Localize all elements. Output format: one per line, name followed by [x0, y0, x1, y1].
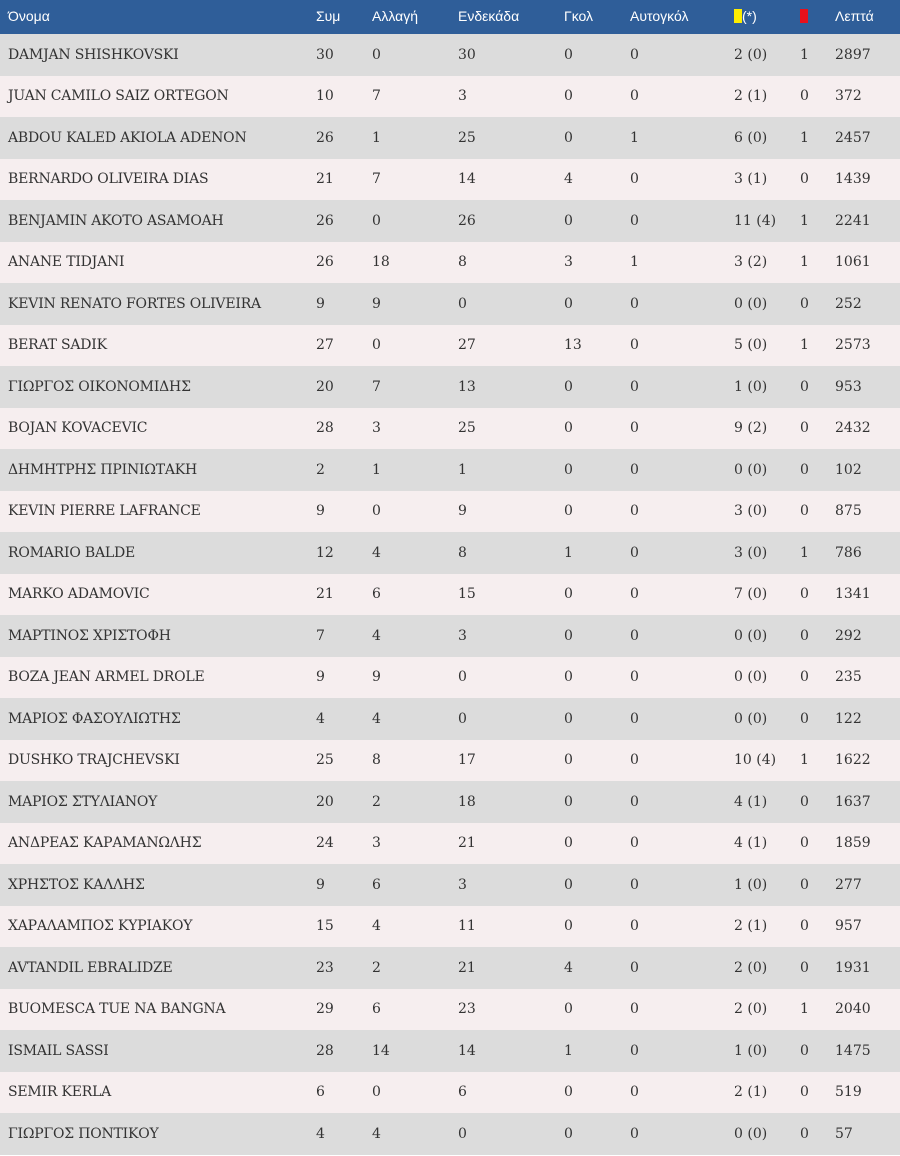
table-row — [0, 325, 900, 367]
yellow-cards-cell: 0 (0) — [734, 1125, 768, 1142]
substitute-cell: 3 — [372, 420, 381, 437]
starting-cell: 21 — [458, 835, 476, 852]
minutes-cell: 1931 — [835, 959, 871, 976]
starting-cell: 0 — [458, 1125, 467, 1142]
substitute-cell: 3 — [372, 835, 381, 852]
substitute-cell: 7 — [372, 171, 381, 188]
appearances-cell: 9 — [316, 669, 325, 686]
starting-cell: 30 — [458, 46, 476, 63]
goals-cell: 0 — [564, 876, 573, 893]
starting-cell: 6 — [458, 1084, 467, 1101]
starting-cell: 8 — [458, 254, 467, 271]
yellow-cards-cell: 6 (0) — [734, 129, 768, 146]
yellow-card-icon — [734, 9, 742, 23]
own-goals-cell: 0 — [630, 669, 639, 686]
goals-cell: 0 — [564, 752, 573, 769]
red-cards-cell: 0 — [800, 959, 809, 976]
goals-cell: 0 — [564, 295, 573, 312]
starting-cell: 26 — [458, 212, 476, 229]
goals-cell: 0 — [564, 129, 573, 146]
yellow-cards-cell: 0 (0) — [734, 627, 768, 644]
substitute-cell: 9 — [372, 295, 381, 312]
goals-cell: 4 — [564, 171, 573, 188]
table-body — [0, 34, 900, 1155]
starting-cell: 0 — [458, 669, 467, 686]
player-name: ΧΡΗΣΤΟΣ ΚΑΛΛΗΣ — [8, 876, 145, 893]
appearances-cell: 12 — [316, 544, 334, 561]
goals-cell: 0 — [564, 46, 573, 63]
substitute-cell: 0 — [372, 337, 381, 354]
table-row — [0, 574, 900, 616]
starting-cell: 3 — [458, 88, 467, 105]
appearances-cell: 30 — [316, 46, 334, 63]
yellow-cards-cell: 5 (0) — [734, 337, 768, 354]
goals-cell: 0 — [564, 586, 573, 603]
table-row — [0, 449, 900, 491]
own-goals-cell: 0 — [630, 378, 639, 395]
table-row — [0, 823, 900, 865]
appearances-cell: 9 — [316, 503, 325, 520]
minutes-cell: 957 — [835, 918, 862, 935]
substitute-cell: 4 — [372, 918, 381, 935]
red-cards-cell: 1 — [800, 337, 809, 354]
red-cards-cell: 0 — [800, 586, 809, 603]
player-name: ISMAIL SASSI — [8, 1042, 109, 1059]
player-name: ΓΙΩΡΓΟΣ ΠΟΝΤΙΚΟΥ — [8, 1125, 159, 1142]
starting-cell: 18 — [458, 793, 476, 810]
appearances-cell: 9 — [316, 295, 325, 312]
minutes-cell: 2040 — [835, 1001, 871, 1018]
substitute-cell: 9 — [372, 669, 381, 686]
substitute-cell: 0 — [372, 1084, 381, 1101]
player-name: BERNARDO OLIVEIRA DIAS — [8, 171, 209, 188]
header-goals[interactable]: Γκολ — [564, 8, 594, 24]
table-header — [0, 0, 900, 34]
goals-cell: 1 — [564, 1042, 573, 1059]
own-goals-cell: 0 — [630, 918, 639, 935]
goals-cell: 0 — [564, 710, 573, 727]
table-row — [0, 657, 900, 699]
minutes-cell: 1475 — [835, 1042, 871, 1059]
own-goals-cell: 0 — [630, 710, 639, 727]
appearances-cell: 9 — [316, 876, 325, 893]
own-goals-cell: 0 — [630, 1042, 639, 1059]
red-cards-cell: 1 — [800, 544, 809, 561]
minutes-cell: 102 — [835, 461, 862, 478]
player-name: ΑΝΔΡΕΑΣ ΚΑΡΑΜΑΝΩΛΗΣ — [8, 835, 202, 852]
minutes-cell: 252 — [835, 295, 862, 312]
substitute-cell: 14 — [372, 1042, 390, 1059]
minutes-cell: 2241 — [835, 212, 871, 229]
minutes-cell: 519 — [835, 1084, 862, 1101]
table-row — [0, 989, 900, 1031]
own-goals-cell: 0 — [630, 752, 639, 769]
own-goals-cell: 0 — [630, 876, 639, 893]
player-name: AVTANDIL EBRALIDZE — [8, 959, 173, 976]
player-name: SEMIR KERLA — [8, 1084, 112, 1101]
header-substitute[interactable]: Αλλαγή — [372, 8, 419, 24]
starting-cell: 15 — [458, 586, 476, 603]
minutes-cell: 2897 — [835, 46, 871, 63]
red-cards-cell: 0 — [800, 420, 809, 437]
goals-cell: 13 — [564, 337, 582, 354]
red-cards-cell: 0 — [800, 295, 809, 312]
red-cards-cell: 0 — [800, 1084, 809, 1101]
table-row — [0, 947, 900, 989]
player-name: ANANE TIDJANI — [8, 254, 125, 271]
appearances-cell: 21 — [316, 171, 334, 188]
appearances-cell: 20 — [316, 793, 334, 810]
minutes-cell: 1341 — [835, 586, 871, 603]
red-cards-cell: 0 — [800, 918, 809, 935]
minutes-cell: 277 — [835, 876, 862, 893]
own-goals-cell: 0 — [630, 627, 639, 644]
header-appearances[interactable]: Συμ — [316, 8, 341, 24]
starting-cell: 11 — [458, 918, 476, 935]
starting-cell: 25 — [458, 129, 476, 146]
yellow-cards-cell: 1 (0) — [734, 378, 768, 395]
red-cards-cell: 1 — [800, 212, 809, 229]
goals-cell: 0 — [564, 88, 573, 105]
yellow-cards-cell: 3 (1) — [734, 171, 768, 188]
minutes-cell: 953 — [835, 378, 862, 395]
starting-cell: 14 — [458, 1042, 476, 1059]
player-name: ROMARIO BALDE — [8, 544, 136, 561]
header-yellow-label: (*) — [742, 8, 757, 24]
player-name: ΧΑΡΑΛΑΜΠΟΣ ΚΥΡΙΑΚΟΥ — [8, 918, 193, 935]
yellow-cards-cell: 7 (0) — [734, 586, 768, 603]
yellow-cards-cell: 3 (0) — [734, 544, 768, 561]
header-yellow-cards[interactable] — [734, 0, 800, 34]
player-name: BENJAMIN AKOTO ASAMOAH — [8, 212, 224, 229]
table-row — [0, 200, 900, 242]
red-cards-cell: 0 — [800, 627, 809, 644]
table-row — [0, 1030, 900, 1072]
starting-cell: 0 — [458, 295, 467, 312]
table-row — [0, 864, 900, 906]
appearances-cell: 7 — [316, 627, 325, 644]
own-goals-cell: 0 — [630, 1001, 639, 1018]
yellow-cards-cell: 2 (0) — [734, 959, 768, 976]
yellow-cards-cell: 2 (1) — [734, 88, 768, 105]
own-goals-cell: 0 — [630, 503, 639, 520]
yellow-cards-cell: 2 (1) — [734, 1084, 768, 1101]
minutes-cell: 1859 — [835, 835, 871, 852]
table-row — [0, 408, 900, 450]
minutes-cell: 122 — [835, 710, 862, 727]
red-cards-cell: 0 — [800, 835, 809, 852]
header-minutes[interactable]: Λεπτά — [835, 8, 874, 24]
player-name: ΔΗΜΗΤΡΗΣ ΠΡΙΝΙΩΤΑΚΗ — [8, 461, 198, 478]
goals-cell: 4 — [564, 959, 573, 976]
yellow-cards-cell: 2 (0) — [734, 46, 768, 63]
own-goals-cell: 0 — [630, 1125, 639, 1142]
header-starting[interactable]: Ενδεκάδα — [458, 8, 520, 24]
substitute-cell: 18 — [372, 254, 390, 271]
substitute-cell: 7 — [372, 378, 381, 395]
yellow-cards-cell: 0 (0) — [734, 461, 768, 478]
player-name: BOJAN KOVACEVIC — [8, 420, 148, 437]
red-cards-cell: 0 — [800, 171, 809, 188]
red-cards-cell: 0 — [800, 503, 809, 520]
yellow-cards-cell: 9 (2) — [734, 420, 768, 437]
own-goals-cell: 0 — [630, 461, 639, 478]
substitute-cell: 7 — [372, 88, 381, 105]
yellow-cards-cell: 3 (2) — [734, 254, 768, 271]
appearances-cell: 6 — [316, 1084, 325, 1101]
own-goals-cell: 0 — [630, 337, 639, 354]
red-cards-cell: 0 — [800, 88, 809, 105]
appearances-cell: 2 — [316, 461, 325, 478]
goals-cell: 0 — [564, 1084, 573, 1101]
player-name: ΜΑΡΙΟΣ ΣΤΥΛΙΑΝΟΥ — [8, 793, 158, 810]
player-name: KEVIN PIERRE LAFRANCE — [8, 503, 201, 520]
table-row — [0, 491, 900, 533]
table-row — [0, 1072, 900, 1114]
player-name: ABDOU KALED AKIOLA ADENON — [8, 129, 247, 146]
substitute-cell: 6 — [372, 876, 381, 893]
appearances-cell: 20 — [316, 378, 334, 395]
minutes-cell: 2573 — [835, 337, 871, 354]
red-cards-cell: 0 — [800, 1042, 809, 1059]
substitute-cell: 0 — [372, 503, 381, 520]
header-own-goals[interactable]: Αυτογκόλ — [630, 8, 689, 24]
goals-cell: 1 — [564, 544, 573, 561]
starting-cell: 13 — [458, 378, 476, 395]
own-goals-cell: 0 — [630, 212, 639, 229]
red-card-icon — [800, 9, 808, 23]
substitute-cell: 0 — [372, 46, 381, 63]
own-goals-cell: 0 — [630, 46, 639, 63]
red-cards-cell: 1 — [800, 46, 809, 63]
player-name: ΜΑΡΤΙΝΟΣ ΧΡΙΣΤΟΦΗ — [8, 627, 171, 644]
red-cards-cell: 0 — [800, 1125, 809, 1142]
substitute-cell: 6 — [372, 1001, 381, 1018]
own-goals-cell: 0 — [630, 1084, 639, 1101]
header-red-cards[interactable] — [800, 0, 835, 34]
minutes-cell: 235 — [835, 669, 862, 686]
red-cards-cell: 0 — [800, 876, 809, 893]
substitute-cell: 6 — [372, 586, 381, 603]
substitute-cell: 4 — [372, 710, 381, 727]
appearances-cell: 24 — [316, 835, 334, 852]
table-row — [0, 906, 900, 948]
own-goals-cell: 0 — [630, 835, 639, 852]
table-row — [0, 117, 900, 159]
appearances-cell: 15 — [316, 918, 334, 935]
substitute-cell: 8 — [372, 752, 381, 769]
substitute-cell: 2 — [372, 959, 381, 976]
own-goals-cell: 0 — [630, 793, 639, 810]
table-row — [0, 1113, 900, 1155]
starting-cell: 23 — [458, 1001, 476, 1018]
own-goals-cell: 0 — [630, 959, 639, 976]
goals-cell: 0 — [564, 669, 573, 686]
substitute-cell: 4 — [372, 627, 381, 644]
yellow-cards-cell: 10 (4) — [734, 752, 777, 769]
appearances-cell: 26 — [316, 254, 334, 271]
minutes-cell: 2432 — [835, 420, 871, 437]
player-name: JUAN CAMILO SAIZ ORTEGON — [8, 88, 229, 105]
own-goals-cell: 0 — [630, 295, 639, 312]
red-cards-cell: 0 — [800, 669, 809, 686]
yellow-cards-cell: 0 (0) — [734, 669, 768, 686]
table-row — [0, 242, 900, 284]
goals-cell: 0 — [564, 461, 573, 478]
substitute-cell: 4 — [372, 1125, 381, 1142]
starting-cell: 9 — [458, 503, 467, 520]
appearances-cell: 29 — [316, 1001, 334, 1018]
starting-cell: 0 — [458, 710, 467, 727]
appearances-cell: 4 — [316, 1125, 325, 1142]
goals-cell: 0 — [564, 835, 573, 852]
table-row — [0, 781, 900, 823]
substitute-cell: 4 — [372, 544, 381, 561]
yellow-cards-cell: 4 (1) — [734, 835, 768, 852]
substitute-cell: 1 — [372, 461, 381, 478]
red-cards-cell: 0 — [800, 461, 809, 478]
own-goals-cell: 0 — [630, 586, 639, 603]
appearances-cell: 25 — [316, 752, 334, 769]
red-cards-cell: 1 — [800, 129, 809, 146]
minutes-cell: 372 — [835, 88, 862, 105]
starting-cell: 3 — [458, 876, 467, 893]
table-row — [0, 283, 900, 325]
goals-cell: 0 — [564, 1001, 573, 1018]
substitute-cell: 2 — [372, 793, 381, 810]
starting-cell: 27 — [458, 337, 476, 354]
yellow-cards-cell: 2 (1) — [734, 918, 768, 935]
appearances-cell: 28 — [316, 1042, 334, 1059]
starting-cell: 17 — [458, 752, 476, 769]
substitute-cell: 1 — [372, 129, 381, 146]
header-row — [0, 0, 900, 34]
player-name: ΓΙΩΡΓΟΣ ΟΙΚΟΝΟΜΙΔΗΣ — [8, 378, 191, 395]
goals-cell: 0 — [564, 212, 573, 229]
own-goals-cell: 0 — [630, 544, 639, 561]
minutes-cell: 57 — [835, 1125, 853, 1142]
appearances-cell: 10 — [316, 88, 334, 105]
minutes-cell: 1637 — [835, 793, 871, 810]
starting-cell: 25 — [458, 420, 476, 437]
appearances-cell: 21 — [316, 586, 334, 603]
yellow-cards-cell: 0 (0) — [734, 295, 768, 312]
starting-cell: 8 — [458, 544, 467, 561]
goals-cell: 0 — [564, 1125, 573, 1142]
goals-cell: 0 — [564, 420, 573, 437]
starting-cell: 1 — [458, 461, 467, 478]
yellow-cards-cell: 1 (0) — [734, 876, 768, 893]
own-goals-cell: 1 — [630, 129, 639, 146]
appearances-cell: 4 — [316, 710, 325, 727]
table-row — [0, 615, 900, 657]
table-row — [0, 159, 900, 201]
table-row — [0, 698, 900, 740]
table-row — [0, 366, 900, 408]
starting-cell: 14 — [458, 171, 476, 188]
minutes-cell: 1622 — [835, 752, 871, 769]
yellow-cards-cell: 3 (0) — [734, 503, 768, 520]
goals-cell: 0 — [564, 793, 573, 810]
red-cards-cell: 0 — [800, 793, 809, 810]
own-goals-cell: 0 — [630, 171, 639, 188]
player-name: BOZA JEAN ARMEL DROLE — [8, 669, 205, 686]
appearances-cell: 27 — [316, 337, 334, 354]
header-name[interactable]: Όνομα — [8, 8, 50, 24]
player-name: MARKO ADAMOVIC — [8, 586, 150, 603]
yellow-cards-cell: 2 (0) — [734, 1001, 768, 1018]
minutes-cell: 875 — [835, 503, 862, 520]
own-goals-cell: 1 — [630, 254, 639, 271]
table-row — [0, 532, 900, 574]
table-row — [0, 76, 900, 118]
appearances-cell: 26 — [316, 212, 334, 229]
yellow-cards-cell: 4 (1) — [734, 793, 768, 810]
appearances-cell: 23 — [316, 959, 334, 976]
goals-cell: 0 — [564, 378, 573, 395]
starting-cell: 21 — [458, 959, 476, 976]
table-row — [0, 740, 900, 782]
yellow-cards-cell: 0 (0) — [734, 710, 768, 727]
appearances-cell: 26 — [316, 129, 334, 146]
minutes-cell: 786 — [835, 544, 862, 561]
goals-cell: 0 — [564, 918, 573, 935]
player-name: KEVIN RENATO FORTES OLIVEIRA — [8, 295, 261, 312]
yellow-cards-cell: 11 (4) — [734, 212, 777, 229]
player-name: DAMJAN SHISHKOVSKI — [8, 46, 179, 63]
substitute-cell: 0 — [372, 212, 381, 229]
player-name: BERAT SADIK — [8, 337, 107, 354]
minutes-cell: 1439 — [835, 171, 871, 188]
own-goals-cell: 0 — [630, 420, 639, 437]
red-cards-cell: 1 — [800, 254, 809, 271]
goals-cell: 3 — [564, 254, 573, 271]
player-name: DUSHKO TRAJCHEVSKI — [8, 752, 180, 769]
starting-cell: 3 — [458, 627, 467, 644]
minutes-cell: 2457 — [835, 129, 871, 146]
red-cards-cell: 1 — [800, 752, 809, 769]
yellow-cards-cell: 1 (0) — [734, 1042, 768, 1059]
player-name: ΜΑΡΙΟΣ ΦΑΣΟΥΛΙΩΤΗΣ — [8, 710, 181, 727]
appearances-cell: 28 — [316, 420, 334, 437]
own-goals-cell: 0 — [630, 88, 639, 105]
red-cards-cell: 1 — [800, 1001, 809, 1018]
goals-cell: 0 — [564, 503, 573, 520]
minutes-cell: 292 — [835, 627, 862, 644]
table-row — [0, 34, 900, 76]
minutes-cell: 1061 — [835, 254, 871, 271]
player-name: BUOMESCA TUE NA BANGNA — [8, 1001, 226, 1018]
red-cards-cell: 0 — [800, 378, 809, 395]
red-cards-cell: 0 — [800, 710, 809, 727]
goals-cell: 0 — [564, 627, 573, 644]
